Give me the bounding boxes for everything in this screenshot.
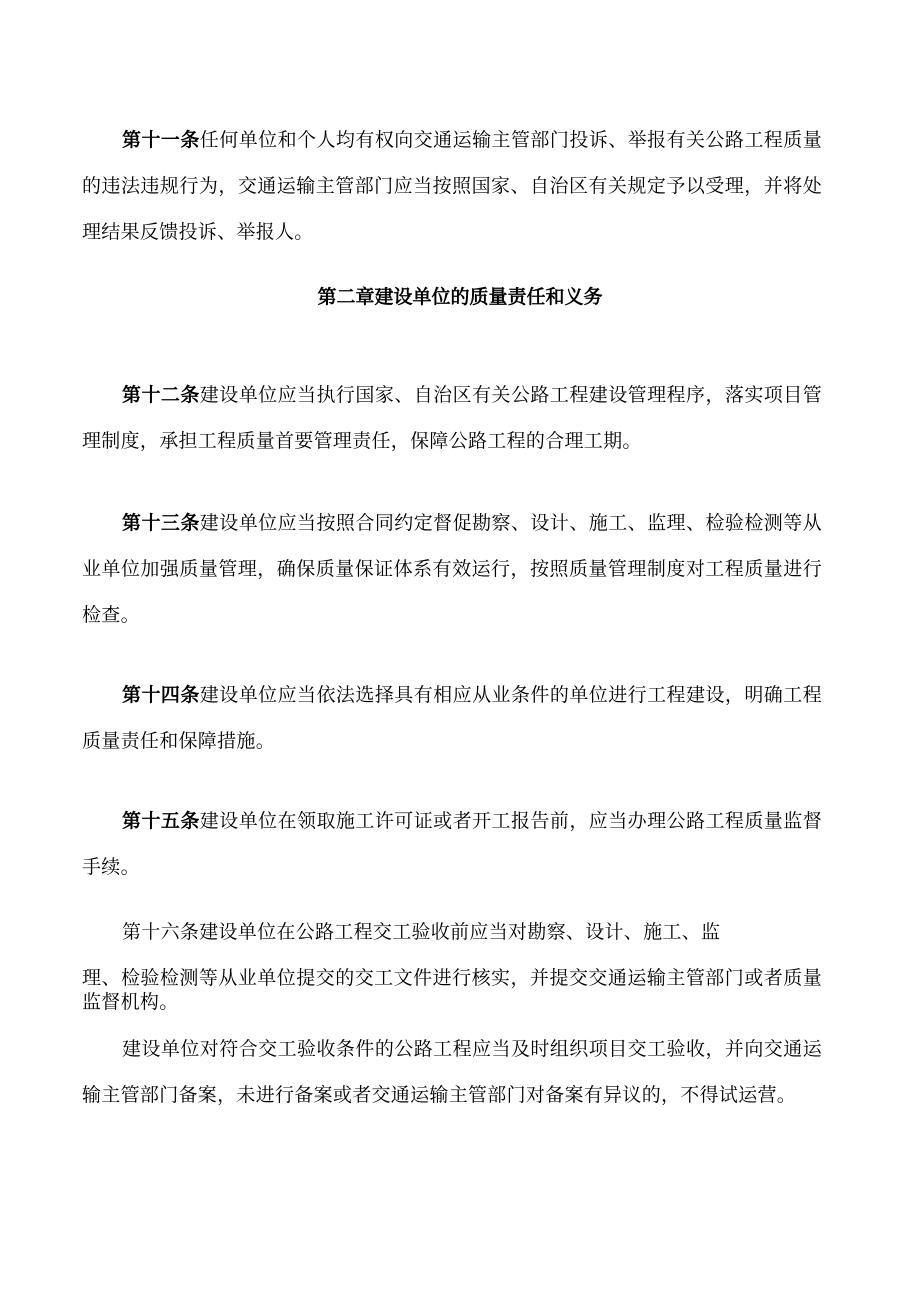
article-text: 建设单位应当依法选择具有相应从业条件的单位进行工程建设，明确工程质量责任和保障措施。 bbox=[82, 684, 822, 752]
article-text: 建设单位在领取施工许可证或者开工报告前，应当办理公路工程质量监督手续。 bbox=[82, 810, 822, 878]
article-11 bbox=[82, 117, 822, 255]
article-label: 第十四条 bbox=[122, 684, 200, 706]
article-16-line-2: 理、检验检测等从业单位提交的交工文件进行核实，并提交交通运输主管部门或者质量监督机构。 bbox=[82, 967, 822, 1013]
article-label: 第十三条 bbox=[122, 512, 200, 534]
article-text: 任何单位和个人均有权向交通运输主管部门投诉、举报有关公路工程质量的违法违规行为，交通运输主管部门应当按照国家、自治区有关规定予以受理，并将处理结果反馈投诉、举报人。 bbox=[82, 129, 822, 243]
article-14 bbox=[82, 672, 822, 764]
article-15 bbox=[82, 798, 822, 890]
chapter-heading: 第二章建设单位的质量责任和义务 bbox=[317, 286, 603, 308]
article-text: 建设单位应当按照合同约定督促勘察、设计、施工、监理、检验检测等从业单位加强质量管理，确保质量保证体系有效运行，按照质量管理制度对工程质量进行检查。 bbox=[82, 512, 822, 626]
article-12 bbox=[82, 372, 822, 464]
article-13 bbox=[82, 500, 822, 638]
article-label: 第十一条 bbox=[122, 129, 200, 151]
article-16-paragraph-2: 建设单位对符合交工验收条件的公路工程应当及时组织项目交工验收，并向交通运输主管部门备案，未进行备案或者交通运输主管部门对备案有异议的，不得试运营。 bbox=[82, 1038, 822, 1106]
article-label: 第十二条 bbox=[122, 384, 200, 406]
article-16-line-1: 第十六条建设单位在公路工程交工验收前应当对勘察、设计、施工、监 bbox=[122, 921, 721, 943]
article-label: 第十五条 bbox=[122, 810, 200, 832]
article-text: 建设单位应当执行国家、自治区有关公路工程建设管理程序，落实项目管理制度，承担工程质量首要管理责任，保障公路工程的合理工期。 bbox=[82, 384, 822, 452]
